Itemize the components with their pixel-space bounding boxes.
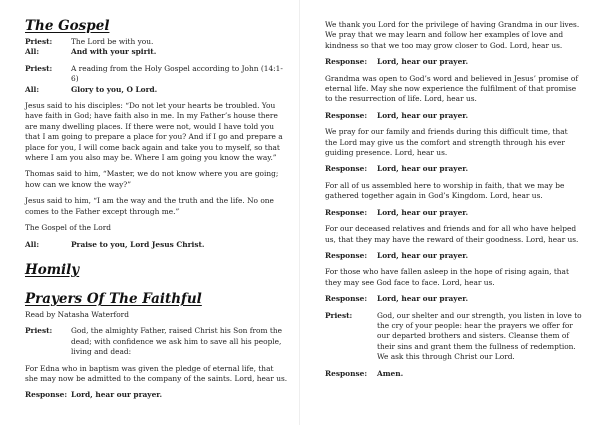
response-line — [325, 57, 582, 67]
response-line — [325, 208, 582, 218]
response-label: Response: — [325, 110, 368, 120]
dialogue-line — [25, 47, 288, 57]
priest-final-prayer — [325, 311, 582, 363]
acclamation-text: Praise to you, Lord Jesus Christ. — [71, 239, 205, 249]
response-line — [325, 294, 582, 304]
closing-acclamation — [25, 240, 288, 250]
response-label: Response: — [325, 368, 368, 378]
response-text: Lord, hear our prayer. — [377, 57, 469, 67]
response-line — [25, 390, 288, 400]
response-text: Lord, hear our prayer. — [377, 250, 469, 260]
dialogue-line — [25, 37, 288, 47]
final-prayer-block — [377, 311, 582, 363]
response-text: Lord, hear our prayer. — [377, 164, 469, 174]
reader-credit: Read by Natasha Waterford — [25, 309, 129, 319]
amen-text: Amen. — [377, 368, 404, 378]
response-label: Response: — [25, 390, 68, 400]
reading-paragraph: Thomas said to him, “Master, we do not know where you are going; how can we know the way?” — [25, 169, 279, 189]
response-line — [325, 164, 582, 174]
intention-paragraph: For our deceased relatives and friends and for all who have helped us, that they may have the reward of their goodness. Lord, hear us. — [325, 224, 579, 244]
dialogue-text: A reading from the Holy Gospel according to John (14:1-6) — [71, 63, 283, 84]
intention-paragraph: For all of us assembled here to worship in faith, that we may be gathered together again in God’s Kingdom. Lord, hear us. — [325, 180, 565, 201]
intention-paragraph: We thank you Lord for the privilege of having Grandma in our lives. We pray that we may learn and follow her examples of love and kindness so that we too may grow closer to God. Lord, hear us. — [325, 20, 580, 50]
intention-paragraph: Grandma was open to God’s word and believed in Jesus’ promise of eternal life. May she now experience the fulfilment of that promise to the resurrection of life. Lord, hear us. — [325, 73, 579, 104]
right-page — [300, 0, 600, 425]
dialogue-line — [25, 85, 288, 95]
intention-paragraph: We pray for our family and friends during this difficult time, that the Lord may give us the comfort and strength through his ever guiding presence. Lord, hear us. — [325, 127, 568, 158]
intention-paragraph: For Edna who in baptism was given the pledge of eternal life, that she may now be admitted to the company of the saints. Lord, hear us. — [25, 363, 288, 383]
gospel-heading: The Gospel — [25, 18, 110, 34]
speaker-label: Priest: — [325, 310, 353, 320]
priest-intro-text: God, the almighty Father, raised Christ his Son from the dead; with confidence we ask him to save all his people, living and dead: — [71, 326, 282, 357]
response-label: Response: — [325, 250, 368, 260]
intention-paragraph: For those who have fallen asleep in the hope of rising again, that they may see God face to face. Lord, hear us. — [325, 267, 569, 287]
dialogue-line — [25, 64, 288, 85]
reading-paragraph: Jesus said to his disciples: “Do not let your hearts be troubled. You have faith in God; have faith also in me. In my Father’s house there are many dwelling places. If there were not, would I have told you that I am going to prepare a place for you? And if I go and prepare a place for you, I will come back again and take you to myself, so that where I am you also may be. Where I am going you know the way.” — [25, 101, 283, 163]
priest-intro — [25, 326, 288, 357]
homily-heading: Homily — [25, 261, 80, 278]
prayers-heading: Prayers Of The Faithful — [25, 290, 202, 307]
reading-paragraph: The Gospel of the Lord — [25, 223, 111, 233]
dialogue-text: The Lord be with you. — [71, 37, 154, 46]
reading-paragraph: Jesus said to him, “I am the way and the truth and the life. No one comes to the Father except through me.” — [25, 196, 274, 216]
response-text: Lord, hear our prayer. — [377, 110, 469, 120]
response-text: Lord, hear our prayer. — [377, 294, 469, 304]
response-line — [325, 251, 582, 261]
response-label: Response: — [325, 57, 368, 67]
dialogue-text: Glory to you, O Lord. — [71, 84, 158, 94]
speaker-label: Priest: — [25, 326, 53, 336]
response-label: Response: — [325, 294, 368, 304]
speaker-label: Priest: — [25, 63, 53, 73]
final-prayer-text: God, our shelter and our strength, you listen in love to the cry of your people: hear the prayers we offer for our departed brothers and sisters. Cleanse them of their sins and grant them the fullness of redemption. — [377, 310, 582, 351]
response-line — [325, 111, 582, 121]
response-text: Lord, hear our prayer. — [377, 207, 469, 217]
speaker-label: All: — [25, 47, 40, 57]
speaker-label: All: — [25, 239, 40, 249]
final-prayer-conclusion: We ask this through Christ our Lord. — [377, 352, 515, 362]
response-label: Response: — [325, 207, 368, 217]
dialogue-text: And with your spirit. — [71, 47, 157, 57]
response-label: Response: — [325, 164, 368, 174]
amen-line — [325, 369, 582, 379]
speaker-label: All: — [25, 84, 40, 94]
speaker-label: Priest: — [25, 37, 53, 46]
response-text: Lord, hear our prayer. — [71, 390, 163, 400]
